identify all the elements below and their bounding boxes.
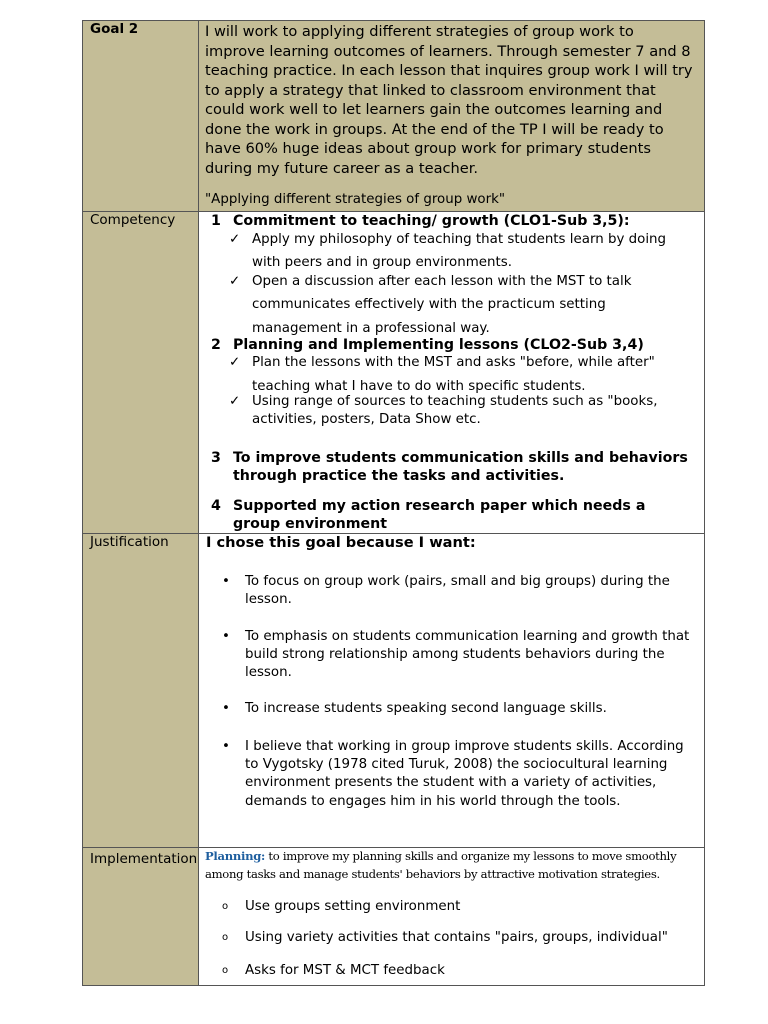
planning-paragraph (199, 848, 704, 883)
implementation-row (83, 848, 705, 986)
competency-title: Supported my action research paper which needs a group environment (233, 498, 646, 532)
list-item (199, 573, 704, 610)
competency-label: Competency (83, 211, 199, 534)
bullet-icon: • (222, 628, 230, 644)
planning-text: to improve my planning skills and organize my lessons to move smoothly among tasks and manage students' behaviors by attractive motivation strategies. (205, 849, 677, 881)
justification-heading: I chose this goal because I want: (206, 534, 476, 551)
circle-bullet-icon: o (222, 932, 229, 943)
circle-bullet-icon: o (222, 965, 229, 976)
justification-row (83, 534, 705, 848)
list-item (199, 738, 704, 811)
competency-item-3 (211, 449, 696, 485)
competency-title: Commitment to teaching/ growth (CLO1-Sub 3,5): (233, 212, 630, 229)
competency-content (199, 211, 705, 534)
bullet-text: To emphasis on students communication learning and growth that build strong relationship among students behaviors during the lesson. (245, 628, 690, 681)
bullet-text: To increase students speaking second language skills. (245, 701, 607, 717)
goal-row (83, 21, 705, 212)
competency-number: 4 (211, 498, 221, 514)
goal-content (199, 21, 705, 212)
justification-content (199, 534, 705, 848)
check-mark-icon: ✓ (229, 394, 241, 409)
check-text: Plan the lessons with the MST and asks "before, while after" teaching what I have to do with specific students. (252, 355, 655, 394)
list-item-text: Use groups setting environment (245, 899, 461, 914)
planning-keyword: Planning: (205, 849, 266, 863)
check-mark-icon: ✓ (229, 273, 241, 289)
competency-row (83, 211, 705, 534)
check-text: Apply my philosophy of teaching that students learn by doing with peers and in group environments. (252, 231, 667, 270)
bullet-text: To focus on group work (pairs, small and big groups) during the lesson. (245, 574, 670, 608)
competency-item-4 (211, 497, 696, 533)
list-item (199, 899, 704, 914)
goal-text: I will work to applying different strategies of group work to improve learning outcomes of learners. Through semester 7 and 8 teaching practice. In each lesson that inquires group work I will try to apply a strategy that linked to classroom environment that could work well to let learners gain the outcomes learning and done the work in groups. At the end of the TP I will be ready to have 60% huge ideas about group work for primary students during my future career as a teacher. (205, 23, 693, 177)
circle-bullet-icon: o (222, 901, 229, 912)
bullet-text: I believe that working in group improve students skills. According to Vygotsky (1978 cited Turuk, 2008) the sociocultural learning environment presents the student with a variety of activities, demands to engages him in his world through the tools. (245, 738, 684, 809)
list-item-text: Using variety activities that contains "pairs, groups, individual" (245, 930, 668, 945)
list-item-text: Asks for MST & MCT feedback (245, 963, 445, 978)
implementation-content (199, 848, 705, 986)
list-item (199, 700, 704, 718)
goal-label: Goal 2 (83, 21, 199, 212)
justification-label: Justification (83, 534, 199, 848)
competency-title: Planning and Implementing lessons (CLO2-Sub 3,4) (233, 337, 644, 353)
bullet-icon: • (222, 574, 230, 589)
competency-number: 3 (211, 450, 221, 466)
competency-title: To improve students communication skills and behaviors through practice the tasks and activities. (233, 450, 688, 484)
check-text: Using range of sources to teaching students such as "books, activities, posters, Data Show etc. (252, 394, 658, 427)
bullet-icon: • (222, 701, 230, 717)
list-item (199, 930, 704, 945)
check-item (211, 270, 696, 341)
check-item (211, 393, 696, 429)
check-mark-icon: ✓ (229, 231, 241, 247)
goal-quote: "Applying different strategies of group work" (205, 192, 506, 207)
competency-number: 1 (211, 212, 221, 229)
check-item (211, 351, 696, 398)
competency-number: 2 (211, 337, 221, 353)
check-item (211, 228, 696, 275)
check-mark-icon: ✓ (229, 355, 241, 370)
bullet-icon: • (222, 738, 230, 754)
goal-table (82, 20, 705, 986)
check-text: Open a discussion after each lesson with the MST to talk communicates effectively with the practicum setting management in a professional way. (252, 273, 632, 336)
implementation-label: Implementation (83, 848, 199, 986)
list-item (199, 628, 704, 683)
list-item (199, 963, 704, 978)
